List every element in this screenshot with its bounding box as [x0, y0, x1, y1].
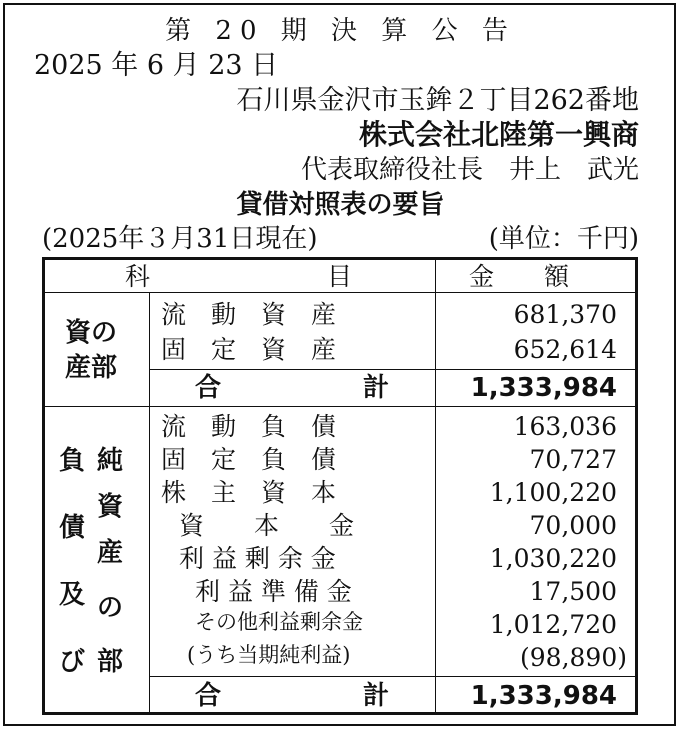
- row-label-current-assets: 流 動 資 産: [161, 300, 337, 329]
- row-label-retained: 利 益 剰 余 金: [179, 544, 336, 573]
- balance-sheet-table: [42, 257, 638, 715]
- company-address: 石川県金沢市玉鉾２丁目262番地: [236, 85, 639, 116]
- liab-section-col2-1: 純: [97, 446, 124, 476]
- row-value-equity: 1,100,220: [489, 478, 617, 507]
- row-label-legal-reserve: 利 益 準 備 金: [195, 577, 352, 606]
- assets-section-label-2: 産部: [65, 353, 118, 383]
- liab-section-col1-1: 負: [59, 446, 86, 476]
- assets-total-label-left: 合: [195, 373, 222, 403]
- row-label-fixed-liab: 固 定 負 債: [161, 445, 337, 474]
- company-name: 株式会社北陸第一興商: [358, 118, 639, 151]
- liab-section-col2-2: 資: [97, 492, 124, 522]
- notice-date: 2025 年 6 月 23 日: [34, 50, 279, 81]
- liab-section-col2-4: の: [97, 593, 124, 623]
- liab-section-col1-3: 及: [59, 580, 86, 610]
- assets-subtotal-rule: [149, 369, 635, 370]
- assets-total-label-right: 計: [363, 373, 390, 403]
- header-item-left: 科: [125, 262, 151, 291]
- liab-section-col1-4: び: [59, 647, 86, 677]
- row-value-net-income: (98,890): [520, 643, 627, 672]
- representative: 代表取締役社長 井上 武光: [300, 155, 639, 185]
- row-value-current-assets: 681,370: [513, 300, 617, 329]
- row-label-other-retained: その他利益剰余金: [195, 610, 363, 634]
- document-title: 貸借対照表の要旨: [236, 190, 445, 220]
- row-value-fixed-assets: 652,614: [513, 335, 617, 364]
- assets-total-value: 1,333,984: [470, 373, 617, 403]
- amount-column-rule: [435, 260, 436, 712]
- liab-total-value: 1,333,984: [470, 681, 617, 711]
- liab-total-label-left: 合: [195, 681, 222, 711]
- row-value-other-retained: 1,012,720: [489, 610, 617, 639]
- liab-section-col2-5: 部: [97, 647, 124, 677]
- row-value-fixed-liab: 70,727: [529, 445, 617, 474]
- unit-label: (単位：千円): [488, 224, 639, 254]
- header-amount: 金 額: [469, 262, 570, 291]
- section-column-rule: [149, 292, 150, 712]
- row-label-equity: 株 主 資 本: [161, 478, 337, 507]
- as-of-date: (2025年３月31日現在): [42, 224, 318, 254]
- row-value-capital: 70,000: [529, 511, 617, 540]
- assets-section-label-1: 資の: [65, 318, 118, 348]
- row-value-legal-reserve: 17,500: [529, 577, 617, 606]
- row-label-fixed-assets: 固 定 資 産: [161, 335, 337, 364]
- liab-total-label-right: 計: [363, 681, 390, 711]
- header-rule: [45, 292, 635, 293]
- liab-section-col2-3: 産: [97, 538, 124, 568]
- row-label-current-liab: 流 動 負 債: [161, 412, 337, 441]
- section-divider: [45, 406, 635, 407]
- header-item-right: 目: [327, 262, 353, 291]
- liab-section-col1-2: 債: [59, 513, 86, 543]
- row-value-retained: 1,030,220: [489, 544, 617, 573]
- row-label-capital: 資 本 金: [179, 511, 355, 540]
- row-value-current-liab: 163,036: [513, 412, 617, 441]
- liab-subtotal-rule: [149, 676, 635, 677]
- notice-title: 第 20 期 決 算 公 告: [165, 16, 516, 46]
- row-label-net-income: (うち当期純利益): [187, 643, 351, 667]
